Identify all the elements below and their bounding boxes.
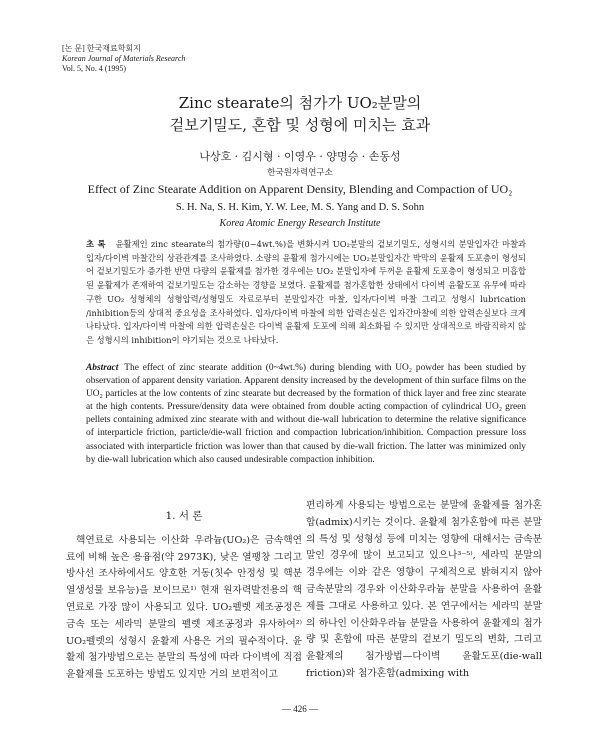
title-en: Effect of Zinc Stearate Addition on Apparent Density, Blending and Compaction of UO₂ <box>87 182 513 196</box>
institution-ko: 한국원자력연구소 <box>267 168 333 178</box>
authors-ko: 나상호 · 김시형 · 이영우 · 양명승 · 손동성 <box>199 150 401 163</box>
abstract-ko-label: 초 록 <box>86 239 106 249</box>
journal-name-en: Korean Journal of Materials Research <box>62 54 186 63</box>
abstract-en-label: Abstract <box>86 363 119 373</box>
intro-text-right: 편리하게 사용되는 방법으로는 분말에 윤활제를 첨가혼합(admix)시키는 것이다. 윤활제 첨가혼합에 따른 분말의 특성 및 성형성 등에 미치는 영향에 대해서는 금속분말인 경우에 많이 보고되고 있으나³⁻⁵⁾, 세라믹 분말의 경우에는 이와 같은 영향이 구체적으로 밝혀지지 않아 금속분말의 경우와 이산화우라늄 분말을 사용하여 윤활제를 그대로 사용하고 있다. 본 연구에서는 세라믹 분말의 하나인 이산화우라늄 분말을 사용하여 윤활제의 첨가량 및 혼합에 따른 분말의 겉보기 밀도의 변화, 그리고 윤활제의 첨가방법—다이벽 윤활도포(die-wall friction)와 첨가혼합(admixing with <box>306 500 542 679</box>
abstract-en-text: The effect of zinc stearate addition (0~4wt.%) during blending with UO₂ powder has been studied by observation of apparent density variation. Apparent density increased by the development of thin surface films on the UO₂ particles at the low contents of zinc stearate but decreased by the formation of thick layer and free zinc stearate at the high contents. Pressure/density data were obtained from double acting compaction of cylindrical UO₂ green pellets containing admixed zinc stearate with and without die-wall lubrication to determine the relative significance of interparticle friction, particle/die-wall friction and compaction lubrication/inhibition. Compaction pressure loss associated with interparticle friction was lower than that caused by die-wall friction. The latter was minimized only by die-wall lubrication which also caused undesirable compaction inhibition. <box>86 363 526 465</box>
body-column-right <box>306 498 542 683</box>
section-heading: 1. 서 론 <box>165 510 203 522</box>
journal-volume: Vol. 5, No. 4 (1995) <box>62 64 127 73</box>
abstract-en <box>86 362 526 467</box>
authors-en: S. H. Na, S. H. Kim, Y. W. Lee, M. S. Yang and D. S. Sohn <box>175 202 425 213</box>
title-ko-line1: Zinc stearate의 첨가가 UO₂분말의 <box>178 94 422 112</box>
institution-en: Korea Atomic Energy Research Institute <box>219 218 381 229</box>
journal-name-ko: [논 문] 한국재료학회지 <box>62 44 141 53</box>
intro-text-left: 핵연료로 사용되는 이산화 우라늄(UO₂)은 금속핵연료에 비해 높은 용융점(약 2973K), 낮은 열팽창 그리고 방사선 조사하에서도 양호한 거동(칫수 안정성 및 핵분열생성물 보유능)을 보이므로¹⁾ 현재 원자력발전용의 핵연료로 가장 많이 사용되고 있다. UO₂펠렛 제조공정은 금속 또는 세라믹 분말의 펠렛 제조공정과 유사하여²⁾ UO₂펠렛의 성형시 윤활제 사용은 거의 필수적이다. 윤활제 첨가방법으로는 분말의 특성에 따라 다이벽에 직접 윤활제를 도포하는 방법도 있지만 거의 보편적이고 <box>66 534 302 681</box>
title-ko-line2: 겉보기밀도, 혼합 및 성형에 미치는 효과 <box>169 116 431 134</box>
page-number: — 426 — <box>282 704 318 714</box>
abstract-ko <box>86 238 526 348</box>
body-column-left <box>66 498 302 684</box>
journal-header <box>62 44 185 74</box>
abstract-ko-text: 윤활제인 zinc stearate의 첨가량(0~4wt.%)을 변화시켜 UO₂분말의 겉보기밀도, 성형시의 분말입자간 마찰과 입자/다이벽 마찰간의 상관관계를 조사하였다. 소량의 윤활제 첨가시에는 UO₂분말입자간 박막의 윤활제 도포층이 형성되어 겉보기밀도가 증가한 반면 다량의 윤활제를 첨가한 경우에는 UO₂ 분말입자에 두꺼운 윤활제 도포층이 형성되고 미흡합된 윤활제가 존재하여 겉보기밀도는 감소하는 경향을 보였다. 윤활제를 첨가혼합한 상태에서 다이벽 윤활도포 유무에 따라 구한 UO₂ 성형체의 성형압력/성형밀도 자료로부터 분말입자간 마찰, 입자/다이벽 마찰 그리고 성형시 lubrication /inhibition등의 상대적 중요성을 조사하였다. 입자/다이벽 마찰에 의한 압력손실은 입자간마찰에 의한 압력손실보다 크게 나타났다. 입자/다이벽 마찰에 의한 압력손실은 다이벽 윤활제 도포에 의해 최소화될 수 있지만 상대적으로 바람직하지 않은 성형시의 inhibition이 야기되는 것으로 나타났다. <box>86 239 527 345</box>
